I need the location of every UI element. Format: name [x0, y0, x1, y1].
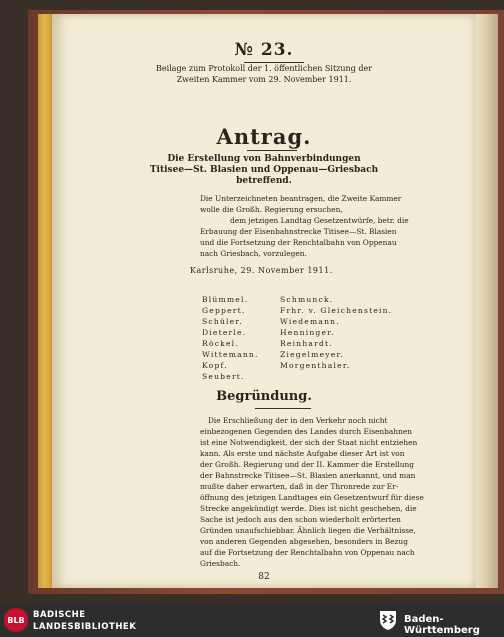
reasons-text-line: Die Erschließung der in den Verkehr noch nicht [208, 416, 388, 425]
motion-text-line: Die Unterzeichneten beantragen, die Zweite Kammer [200, 194, 402, 203]
motion-text-line: dem jetzigen Landtag Gesetzentwürfe, betr. die [230, 216, 409, 225]
reasons-title: Begründung. [216, 389, 312, 404]
signatory-name: Frhr. v. Gleichenstein. [280, 306, 393, 315]
motion-title: Antrag. [216, 124, 312, 149]
subject-line: betreffend. [236, 176, 292, 186]
signatory-name: Morgenthaler. [280, 361, 351, 370]
motion-text-line: nach Griesbach, vorzulegen. [200, 249, 307, 258]
supplement-line: Beilage zum Protokoll der 1. öffentlichen Sitzung der [155, 64, 373, 73]
signatory-name: Blümmel. [202, 295, 249, 304]
reasons-text-line: der Großh. Regierung und der II. Kammer die Erstellung [200, 460, 414, 469]
signatory-name: Schüler. [202, 317, 243, 326]
signatory-name: Dieterle. [202, 328, 247, 337]
reasons-text-line: auf die Fortsetzung der Renchtalbahn von Oppenau nach [200, 548, 415, 557]
reasons-text-line: Gründen unaufschiebbar. Ähnlich liegen die Verhältnisse, [200, 526, 416, 535]
library-name-line[interactable]: LANDESBIBLIOTHEK [33, 622, 137, 632]
signatory-name: Geppert. [202, 306, 246, 315]
title-underline [247, 150, 297, 151]
motion-text-line: wolle die Großh. Regierung ersuchen, [200, 205, 343, 214]
reasons-text-line: Griesbach. [200, 559, 241, 568]
reasons-text-line: ist eine Notwendigkeit, der sich der Staat nicht entziehen [200, 438, 418, 447]
reasons-text-line: mußte daher erwarten, daß in der Thronrede zur Er- [200, 482, 399, 491]
page-stack-edge [476, 14, 498, 588]
reasons-text-line: Strecke angekündigt werde. Dies ist nicht geschehen, die [200, 504, 417, 513]
document-page [52, 14, 476, 588]
signatory-name: Henninger. [280, 328, 335, 337]
blb-logo-icon[interactable]: BLB [4, 608, 28, 632]
subject-line: Die Erstellung von Bahnverbindungen [167, 154, 361, 164]
reasons-underline [255, 408, 311, 409]
document-number: № 23. [234, 40, 294, 60]
signatory-name: Seubert. [202, 372, 245, 381]
place-date: Karlsruhe, 29. November 1911. [190, 266, 333, 275]
reasons-text-line: kann. Als erste und nächste Aufgabe dieser Art ist von [200, 449, 405, 458]
library-name-line[interactable]: BADISCHE [33, 610, 86, 620]
signatory-name: Wiedemann. [280, 317, 340, 326]
signatory-name: Schmunck. [280, 295, 334, 304]
page-number: 82 [258, 572, 270, 582]
reasons-text-line: öffnung des jetzigen Landtages ein Gesetzentwurf für diese [200, 493, 424, 502]
state-name[interactable]: Baden-Württemberg [404, 614, 480, 636]
signatory-name: Kopf. [202, 361, 228, 370]
reasons-text-line: einbezogenen Gegenden des Landes durch Eisenbahnen [200, 427, 412, 436]
motion-text-line: und die Fortsetzung der Renchtalbahn von Oppenau [200, 238, 397, 247]
footer-bar [0, 604, 504, 637]
signatory-name: Röckel. [202, 339, 239, 348]
reasons-text-line: Sache ist jedoch aus den schon wiederholt erörterten [200, 515, 401, 524]
supplement-line: Zweiten Kammer vom 29. November 1911. [176, 75, 352, 84]
subject-line: Titisee—St. Blasien und Oppenau—Griesbach [149, 165, 379, 175]
signatory-name: Reinhardt. [280, 339, 333, 348]
baden-wuerttemberg-crest-icon[interactable] [378, 609, 398, 631]
signatory-name: Ziegelmeyer. [280, 350, 345, 359]
reasons-text-line: der Bahnstrecke Titisee—St. Blasien anerkannt, und man [200, 471, 416, 480]
number-underline [244, 62, 304, 63]
signatory-name: Wittemann. [202, 350, 259, 359]
motion-text-line: Erbauung der Eisenbahnstrecke Titisee—St. Blasien [200, 227, 397, 236]
reasons-text-line: von anderen Gegenden abgesehen, besonders in Bezug [200, 537, 408, 546]
